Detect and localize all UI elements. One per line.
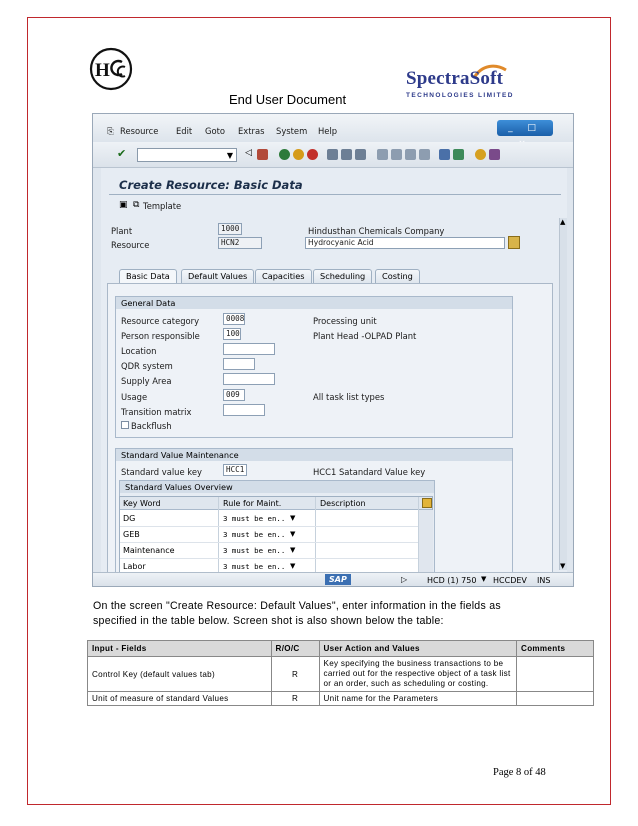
resource-category-field[interactable]: 0008 <box>223 313 245 325</box>
cancel-icon[interactable] <box>307 149 318 160</box>
header-input-fields: Input - Fields <box>88 641 272 657</box>
header-user-action: User Action and Values <box>319 641 517 657</box>
table-row <box>88 657 594 692</box>
tab-costing[interactable]: Costing <box>375 269 420 283</box>
vertical-scrollbar[interactable] <box>559 218 567 570</box>
table-row <box>88 692 594 706</box>
spectrasoft-subtitle: TECHNOLOGIES LIMITED <box>406 92 514 99</box>
general-data-title: General Data <box>116 297 512 309</box>
standard-values-table <box>119 496 433 574</box>
menu-icon[interactable]: ⎘ <box>107 126 114 136</box>
plant-label: Plant <box>111 226 133 236</box>
command-field[interactable] <box>137 148 237 162</box>
table-row[interactable] <box>120 543 418 559</box>
spectrasoft-name: SpectraSoft <box>406 68 504 89</box>
location-field[interactable] <box>223 343 275 355</box>
col-rule-for-maint: Rule for Maint. <box>223 499 282 508</box>
spectrasoft-logo <box>400 68 520 106</box>
menu-resource[interactable]: Resource <box>120 126 159 136</box>
print-icon[interactable] <box>327 149 338 160</box>
page-number: Page 8 of 48 <box>493 767 546 778</box>
backflush-checkbox[interactable] <box>121 421 129 429</box>
menu-goto[interactable]: Goto <box>205 126 226 136</box>
layout-icon[interactable] <box>489 149 500 160</box>
table-row[interactable] <box>120 511 418 527</box>
save-icon[interactable] <box>257 149 268 160</box>
back-icon[interactable] <box>279 149 290 160</box>
row-rule-dropdown[interactable]: 3 must be en.. <box>223 514 286 523</box>
menu-system[interactable]: System <box>276 126 308 136</box>
enter-icon[interactable]: ✔ <box>117 147 127 160</box>
find-icon[interactable] <box>341 149 352 160</box>
resource-description-field[interactable]: Hydrocyanic Acid <box>305 237 505 249</box>
location-label: Location <box>121 346 157 356</box>
chevron-down-icon[interactable]: ▼ <box>290 546 296 554</box>
first-page-icon[interactable] <box>377 149 388 160</box>
play-icon[interactable]: ▷ <box>401 575 408 584</box>
col-key-word: Key Word <box>123 499 161 508</box>
copy-template-icon[interactable]: ⧉ <box>133 200 140 210</box>
menu-help[interactable]: Help <box>318 126 338 136</box>
table-settings-icon[interactable] <box>422 498 432 508</box>
chevron-down-icon[interactable]: ▼ <box>290 530 296 538</box>
svg-text:H: H <box>95 60 110 81</box>
chevron-down-icon[interactable]: ▼ <box>290 562 296 570</box>
tab-scheduling[interactable]: Scheduling <box>313 269 372 283</box>
insert-mode: INS <box>537 576 551 585</box>
cell-comments <box>517 657 594 692</box>
last-page-icon[interactable] <box>419 149 430 160</box>
menu-extras[interactable]: Extras <box>238 126 265 136</box>
scroll-down-icon[interactable]: ▼ <box>560 562 566 570</box>
transition-matrix-label: Transition matrix <box>121 407 192 417</box>
person-responsible-field[interactable]: 100 <box>223 328 241 340</box>
table-header-row <box>88 641 594 657</box>
row-keyword: Maintenance <box>123 546 175 555</box>
chevron-down-icon[interactable]: ▼ <box>290 514 296 522</box>
shortcut-icon[interactable] <box>453 149 464 160</box>
chevron-down-icon[interactable]: ▼ <box>481 575 487 583</box>
standard-value-key-field[interactable]: HCC1 <box>223 464 247 476</box>
title-divider <box>109 194 561 195</box>
standard-values-overview-title: Standard Values Overview <box>120 481 434 493</box>
plant-description: Hindusthan Chemicals Company <box>308 226 445 236</box>
window-controls[interactable]: _ □ <box>497 120 553 136</box>
cell-field: Control Key (default values tab) <box>88 657 272 692</box>
back-arrow-icon[interactable]: ◁ <box>245 148 252 158</box>
template-button[interactable]: Template <box>143 201 182 211</box>
cell-action: Key specifying the business transactions to be carried out for the respective object of a task list or an order, such as scheduling or costing. <box>319 657 517 692</box>
resource-field[interactable]: HCN2 <box>218 237 262 249</box>
supply-area-label: Supply Area <box>121 376 172 386</box>
instruction-paragraph: On the screen "Create Resource: Default Values", enter information in the fields as specified in the table below. Screen shot is also shown below the table: <box>93 600 501 627</box>
qdr-system-field[interactable] <box>223 358 255 370</box>
row-rule-dropdown[interactable]: 3 must be en.. <box>223 562 286 571</box>
usage-label: Usage <box>121 392 148 402</box>
sap-screenshot <box>92 113 574 587</box>
header-roc: R/O/C <box>271 641 319 657</box>
menu-edit[interactable]: Edit <box>176 126 193 136</box>
person-responsible-desc: Plant Head -OLPAD Plant <box>313 331 417 341</box>
supply-area-field[interactable] <box>223 373 275 385</box>
tab-default-values[interactable]: Default Values <box>181 269 254 283</box>
hcc-logo <box>89 47 133 91</box>
resource-label: Resource <box>111 240 150 250</box>
cell-comments <box>517 692 594 706</box>
doc-icon[interactable]: ▣ <box>119 200 128 210</box>
previous-page-icon[interactable] <box>391 149 402 160</box>
system-info[interactable]: HCD (1) 750 <box>427 576 477 585</box>
input-fields-table <box>87 640 594 706</box>
row-keyword: DG <box>123 514 136 523</box>
usage-field[interactable]: 009 <box>223 389 245 401</box>
resource-category-desc: Processing unit <box>313 316 377 326</box>
scroll-up-icon[interactable]: ▲ <box>560 218 566 226</box>
chevron-down-icon[interactable]: ▼ <box>226 151 233 160</box>
tab-basic-data[interactable]: Basic Data <box>119 269 177 283</box>
transition-matrix-field[interactable] <box>223 404 265 416</box>
standard-value-maintenance-title: Standard Value Maintenance <box>116 449 512 461</box>
header-comments: Comments <box>517 641 594 657</box>
cell-roc: R <box>271 657 319 692</box>
usage-desc: All task list types <box>313 392 385 402</box>
next-page-icon[interactable] <box>405 149 416 160</box>
find-next-icon[interactable] <box>355 149 366 160</box>
table-row[interactable] <box>120 527 418 543</box>
tab-capacities[interactable]: Capacities <box>255 269 312 283</box>
resource-category-label: Resource category <box>121 316 200 326</box>
cell-field: Unit of measure of standard Values <box>88 692 272 706</box>
help-icon[interactable] <box>475 149 486 160</box>
cell-roc: R <box>271 692 319 706</box>
exit-icon[interactable] <box>293 149 304 160</box>
plant-field[interactable]: 1000 <box>218 223 242 235</box>
sap-logo: SAP <box>325 574 351 585</box>
backflush-label: Backflush <box>131 421 172 431</box>
status-bar <box>93 572 573 587</box>
client-info: HCCDEV <box>493 576 527 585</box>
qdr-system-label: QDR system <box>121 361 173 371</box>
standard-value-key-label: Standard value key <box>121 467 202 477</box>
row-keyword: Labor <box>123 562 146 571</box>
table-scrollbar[interactable] <box>419 510 433 574</box>
person-responsible-label: Person responsible <box>121 331 200 341</box>
edit-text-icon[interactable] <box>508 236 520 249</box>
row-rule-dropdown[interactable]: 3 must be en.. <box>223 530 286 539</box>
standard-value-key-desc: HCC1 Satandard Value key <box>313 467 426 477</box>
sap-menubar <box>93 114 573 142</box>
row-keyword: GEB <box>123 530 140 539</box>
col-description: Description <box>320 499 366 508</box>
row-rule-dropdown[interactable]: 3 must be en.. <box>223 546 286 555</box>
document-title: End User Document <box>229 92 347 107</box>
cell-action: Unit name for the Parameters <box>319 692 517 706</box>
sap-standard-toolbar <box>93 142 573 168</box>
screen-title: Create Resource: Basic Data <box>119 178 303 192</box>
new-session-icon[interactable] <box>439 149 450 160</box>
